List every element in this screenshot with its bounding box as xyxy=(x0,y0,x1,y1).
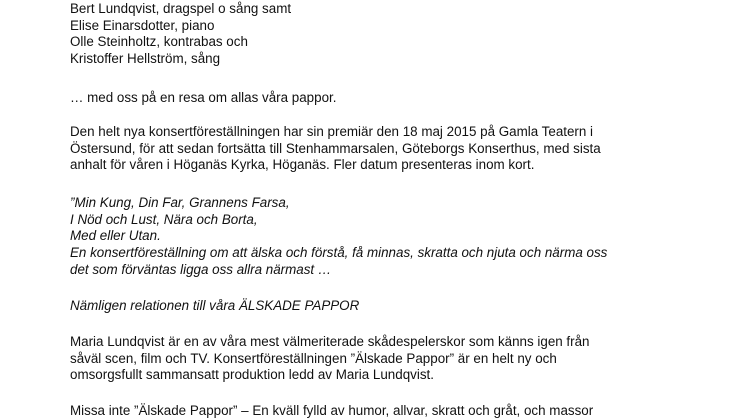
performers-list xyxy=(70,1,291,68)
quote-line: I Nöd och Lust, Nära och Borta, xyxy=(70,211,258,227)
premiere-line: Östersund, för att sedan fortsätta till Stenhammarsalen, Göteborgs Konserthus, med sista xyxy=(70,140,601,156)
about-line: omsorgsfullt sammansatt produktion ledd av Maria Lundqvist. xyxy=(70,367,434,383)
premiere-line: anhalt för våren i Höganäs Kyrka, Höganäs. Fler datum presenteras inom kort. xyxy=(70,157,535,173)
about-paragraph xyxy=(70,334,590,384)
journey-line: … med oss på en resa om allas våra pappor. xyxy=(70,90,337,105)
relation-line: Nämligen relationen till våra ÄLSKADE PAPPOR xyxy=(70,298,360,313)
performer-line: Kristoffer Hellström, sång xyxy=(70,51,221,67)
closing-paragraph xyxy=(70,403,593,420)
relation-paragraph xyxy=(70,298,359,315)
journey-paragraph xyxy=(70,90,336,107)
performer-line: Elise Einarsdotter, piano xyxy=(70,17,215,33)
quote-paragraph xyxy=(70,195,607,278)
performer-line: Olle Steinholtz, kontrabas och xyxy=(70,34,248,50)
premiere-line: Den helt nya konsertföreställningen har sin premiär den 18 maj 2015 på Gamla Teatern i xyxy=(70,124,594,139)
premiere-paragraph xyxy=(70,124,601,174)
closing-line: Missa inte ”Älskade Pappor” – En kväll fylld av humor, allvar, skratt och gråt, och massor xyxy=(70,403,594,418)
about-line: såväl scen, film och TV. Konsertföreställningen ”Älskade Pappor” är en helt ny och xyxy=(70,350,557,366)
quote-line: En konsertföreställning om att älska och förstå, få minnas, skratta och njuta och närma oss xyxy=(70,245,608,261)
performer-line: Bert Lundqvist, dragspel o sång samt xyxy=(70,1,292,16)
quote-line: det som förväntas ligga oss allra närmast … xyxy=(70,261,332,277)
about-line: Maria Lundqvist är en av våra mest välmeriterade skådespelerskor som känns igen från xyxy=(70,334,590,349)
quote-line: ”Min Kung, Din Far, Grannens Farsa, xyxy=(70,195,290,210)
quote-line: Med eller Utan. xyxy=(70,228,161,244)
